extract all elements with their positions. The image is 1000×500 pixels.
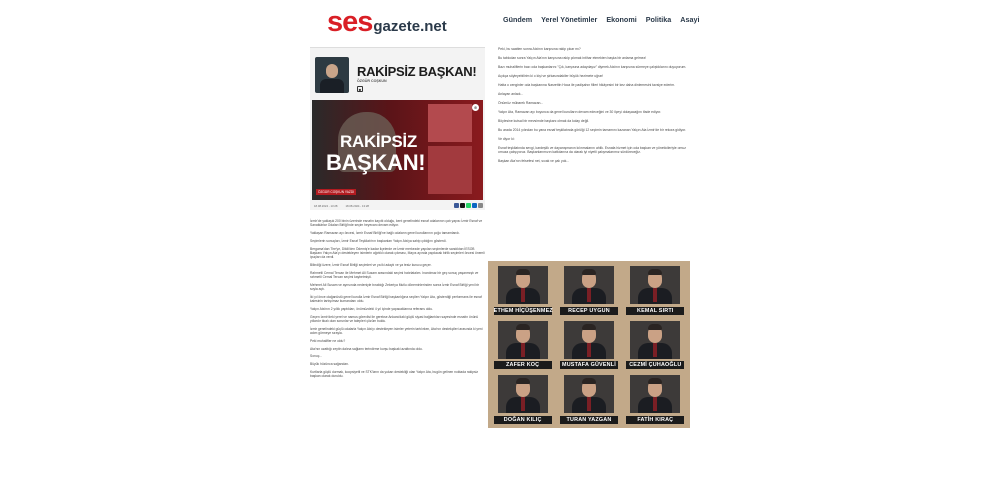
paragraph: Rahmetli Cemal Tercan ile Mehmet Ali Susam arasındaki seçimi hatırlatalım. Inanılmaz bir geç sonuç yaşanmıştı ve rahmetli Cemal Tercan seçimi kaybetmişti. bbox=[310, 270, 479, 280]
portrait-photo bbox=[564, 266, 614, 304]
hero-title-line1: RAKİPSİZ bbox=[340, 132, 417, 151]
portrait-photo bbox=[630, 321, 680, 359]
site-header bbox=[0, 0, 1000, 42]
article-title: RAKİPSİZ BAŞKAN! bbox=[357, 64, 477, 79]
portrait-photo bbox=[498, 375, 548, 413]
paragraph: Yalçın Ata'nın 2 yıllık yaptıkları, önümüzdeki 4 yıl içinde yapacaklarına referans oldu. bbox=[310, 307, 433, 312]
paragraph: Ata'nın uzattığı zeytin dalına sağlamı terindirme kurşu başkaki azaltında oldu. bbox=[310, 346, 423, 351]
paragraph: Bu tablodan sonra Yalçın Ata'nın karşısına rakip çıkmak intihar etmekten başka bir anlama gelmez! bbox=[498, 55, 647, 60]
portrait-name: RECEP UYGUN bbox=[560, 307, 618, 315]
portrait-name: ZAFER KOÇ bbox=[494, 361, 552, 369]
nav-item-ekonomi[interactable]: Ekonomi bbox=[606, 15, 637, 24]
paragraph: Yaklaşan Ramazan ayı öncesi, İzmir Esnaf Birliği'ne bağlı odaların genel kurullarının çoğu tamamlandı. bbox=[310, 231, 460, 236]
paragraph: İzmir'de yaklaşık 200 binin üzerinde esnafın kayıtlı olduğu, kent genelindeki esnaf odalarının çatı yapısı İzmir Esnaf ve Sanatkârlar Odaları Birliği'nde seçim heyecanı devam ediyor. bbox=[310, 219, 483, 228]
paragraph: Bilindiği üzere, İzmir Esnaf Birliği seçimleri ve ya iki adaylı ve ya tesiz kurucu geçer. bbox=[310, 263, 432, 268]
portrait-name: FATİH KIRAÇ bbox=[626, 416, 684, 424]
main-nav bbox=[503, 15, 699, 24]
portrait-card bbox=[491, 373, 554, 425]
paragraph: Peki muhalifler ne oldu? bbox=[310, 338, 346, 343]
portrait-photo bbox=[630, 266, 680, 304]
portrait-photo bbox=[564, 321, 614, 359]
nav-item-politika[interactable]: Politika bbox=[645, 15, 672, 24]
portrait-card bbox=[557, 319, 620, 371]
portrait-name: MUSTAFA GÜVENLİ bbox=[560, 361, 618, 369]
paragraph: Büyük hüzünca sağandan. bbox=[310, 362, 349, 367]
share-buttons bbox=[454, 203, 483, 208]
x-share-icon[interactable] bbox=[460, 203, 465, 208]
paragraph: Açıkça söyleyebilirim ki o kişi ve şirkasındakiler büyük hezimete uğrar! bbox=[498, 73, 604, 78]
hero-caption: ÖZGÜR COŞKUN YAZDI bbox=[318, 190, 355, 194]
portrait-card bbox=[624, 264, 687, 316]
portrait-card bbox=[624, 319, 687, 371]
logo-ses: ses bbox=[327, 6, 373, 38]
paragraph: Bergama'dan Tire'ye, Dikili'den Ödemiş'e kadar ilçelerde ve İzmir merkezde yapılan seçimlerde sandıktan İESOB Başkanı Yalçın Ata'yı destekleyen isimlerin ağırlıklı olarak çıkması, Mayıs ayında yapılacak birlik seçimleri öncesi önemli ipuçları da verdi. bbox=[310, 246, 485, 260]
paragraph: İzmir genelindeki güçlü odalarla Yalçın Ata'yı destekleyen isimler yeterin tartılırken, Ata'nın destekçileri arasında ki yeni adım görmeye sırayla. bbox=[310, 326, 483, 336]
nav-item-gundem[interactable]: Gündem bbox=[503, 15, 533, 24]
hero-image bbox=[312, 100, 483, 200]
paragraph: Esnaf teşkilatında sevgi, kardeşlik ve dayanışmanın kılınmalarını ahlik. Esnafa hizmet için oda başkan ve yöneticileriyle omuz omuza çalışıyoruz. Başkanlarımızın katkılarına da olarak iyi niyetli çalışmalarımız sürdüreceğiz. bbox=[498, 145, 686, 155]
portrait-card bbox=[491, 264, 554, 316]
portrait-card bbox=[491, 319, 554, 371]
paragraph: Başkan Ata'nın felsefesi net, sıcak ve çalı yok... bbox=[498, 159, 570, 164]
article-banner bbox=[310, 47, 485, 210]
portrait-name: KEMAL SIRTI bbox=[626, 307, 684, 315]
author-profile-icon[interactable]: ■ bbox=[358, 87, 362, 92]
paragraph: Böylesine kutsal bir mevsimde başkanı olmak da kolay değil. bbox=[498, 118, 590, 123]
article-meta bbox=[312, 203, 483, 209]
portrait-card bbox=[557, 264, 620, 316]
print-icon[interactable] bbox=[478, 203, 483, 208]
paragraph: Ve diyor ki: bbox=[498, 136, 515, 141]
updated-date: 18.08.2024 - 13:28 bbox=[345, 204, 369, 208]
article-dates bbox=[314, 204, 369, 208]
paragraph: Peki, bu saatten sonra Ata'nın karşısına rakip çıkar mı? bbox=[498, 47, 581, 51]
photo-grid bbox=[488, 261, 690, 428]
logo-gazete: gazete.net bbox=[373, 18, 447, 35]
portrait-name: ETHEM HİÇÜŞENMEZ bbox=[493, 307, 553, 314]
portrait-card bbox=[557, 373, 620, 425]
portrait-card bbox=[624, 373, 687, 425]
portrait-name: CEZMİ ÇUHAOĞLU bbox=[626, 361, 684, 369]
portrait-name: DOĞAN KILIÇ bbox=[494, 416, 552, 424]
portrait-photo bbox=[498, 321, 548, 359]
author-name[interactable]: ÖZGÜR COŞKUN bbox=[357, 79, 387, 83]
linkedin-share-icon[interactable] bbox=[472, 203, 477, 208]
nav-item-yerel-yonetimler[interactable]: Yerel Yönetimler bbox=[541, 15, 598, 24]
whatsapp-share-icon[interactable] bbox=[466, 203, 471, 208]
zoom-icon[interactable]: ⊕ bbox=[473, 105, 478, 110]
article-body-left bbox=[310, 219, 485, 379]
paragraph: Anlayan anladı... bbox=[498, 91, 524, 96]
portrait-photo bbox=[630, 375, 680, 413]
paragraph: Sonuç... bbox=[310, 354, 323, 359]
published-date: 18.08.2024 - 13:28 bbox=[314, 204, 338, 208]
site-logo[interactable] bbox=[327, 8, 447, 36]
portrait-name: TURAN YAZGAN bbox=[560, 416, 618, 424]
paragraph: Hatta o cenginler oda başkanına Nasrettin Hoca ile padişahın filleri hikâyesini bir kez daha dinlemesini tavsiye ederim. bbox=[498, 82, 675, 87]
paragraph: Geçen İzmir'deki yerel ve namus görevlisi ile gerekse Ankara'daki güçlü siyasi bağlantıları sayesinde esnafın önünü yıllardır tıkalı olan sorunlar ve talepleri çözüm buldu. bbox=[310, 314, 479, 324]
paragraph: Mehmet Ali Susam ve ayrısında nedeniyle bıraktığı Zekeriya Mutlu döneminlerinden sonra İzmir Esnaf Birliği yeni bir soyla açtı. bbox=[310, 282, 480, 292]
paragraph: Yalçın Ata, Ramazan ayı boyunca da genel kurulların devam edeceğini ve 30 ilçeyi dolaşacağını ifade ediyor. bbox=[498, 109, 662, 114]
paragraph: Önümüz mübarek Ramazan... bbox=[498, 100, 544, 105]
paragraph: Seçimlerin sonuçları, İzmir Esnaf Teşkilatı'nın başkanları Yalçın Ata'ya sahip çıktığını gösterdi. bbox=[310, 238, 447, 243]
article-left-column bbox=[310, 47, 485, 382]
hero-title-line2: BAŞKAN! bbox=[326, 150, 426, 175]
facebook-share-icon[interactable] bbox=[454, 203, 459, 208]
paragraph: Bazı muhaliflerin bazı oda başkanlarını "Çık, karşısına adaydayız" diyerek Ata'nın karşısına sürmeye çalıştıklarını duyuyorum. bbox=[498, 64, 687, 69]
author-avatar bbox=[315, 57, 349, 93]
nav-item-asayis[interactable]: Asayi bbox=[680, 15, 700, 24]
paragraph: Bu arada 2014 yılından bu yana esnaf teşkilatında görülği 12 seçimin tamamını kazanan Yalçın Ata İzmir'de bir rekora gidiyor. bbox=[498, 127, 687, 132]
portrait-photo bbox=[498, 266, 548, 304]
article-body-right bbox=[498, 47, 690, 168]
portrait-photo bbox=[564, 375, 614, 413]
paragraph: İki yıl önce olağanüstü genel kurulla İzmir Esnaf Birliği başkanlığına seçilen Yalçın Ata, gösterdiği performans ile esnaf kalesinin tartışılmaz kumandanı oldu. bbox=[310, 294, 482, 304]
paragraph: Kurtlarla güçlü durmak, koopsiyetli ve STK'ların da yukarı destekliği olan Yalçın Ata, bugün gelinen noktada rakipsiz başkan olarak duruldu. bbox=[310, 369, 479, 379]
